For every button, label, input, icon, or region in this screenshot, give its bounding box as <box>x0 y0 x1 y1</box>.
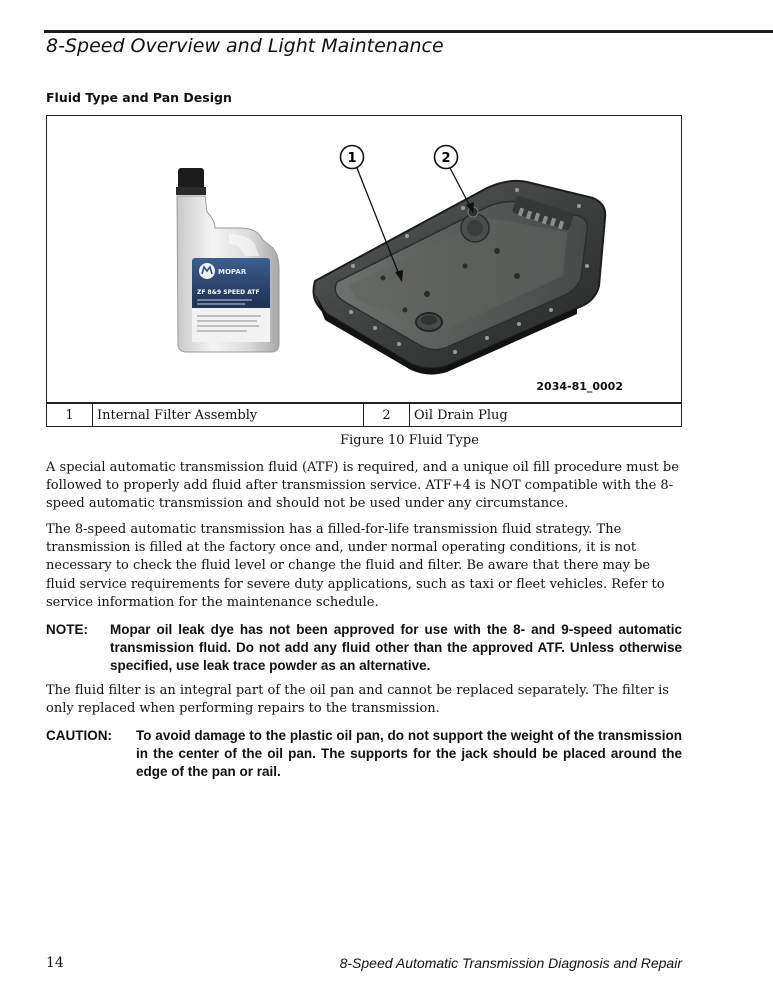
callout-number: 2 <box>364 404 410 427</box>
callout-description: Oil Drain Plug <box>410 404 682 427</box>
paragraph-atf-requirement: A special automatic transmission fluid (ATF) is required, and a unique oil fill procedure must be followed to properly add fluid after transmission service. ATF+4 is NOT compatible with the 8-speed automatic transmission and should not be used under any circumstance. <box>46 460 679 512</box>
figure-box <box>46 115 682 403</box>
callout-1-label: 1 <box>347 151 357 166</box>
note-label: NOTE: <box>46 622 88 637</box>
oil-pan-image <box>314 181 606 375</box>
paragraph-filter: The fluid filter is an integral part of the oil pan and cannot be replaced separately. The filter is only replaced when performing repairs to the transmission. <box>46 683 669 717</box>
table-row <box>47 404 682 427</box>
callout-2 <box>435 146 475 214</box>
page-title: 8-Speed Overview and Light Maintenance <box>46 35 444 57</box>
callout-2-label: 2 <box>441 151 451 166</box>
caution-text: To avoid damage to the plastic oil pan, do not support the weight of the transmission in the center of the oil pan. The supports for the jack should be placed around the edge of the pan or rail. <box>136 728 682 779</box>
callout-description: Internal Filter Assembly <box>93 404 364 427</box>
bottle-product-text: ZF 8&9 SPEED ATF <box>197 289 260 296</box>
section-heading: Fluid Type and Pan Design <box>46 90 232 105</box>
caution-label: CAUTION: <box>46 728 112 743</box>
header-rule <box>44 30 773 33</box>
figure-caption: Figure 10 Fluid Type <box>340 433 479 448</box>
callout-legend-table <box>46 403 682 427</box>
footer-document-title: 8-Speed Automatic Transmission Diagnosis and Repair <box>339 955 682 971</box>
paragraph-filled-for-life: The 8-speed automatic transmission has a filled-for-life transmission fluid strategy. The transmission is filled at the factory once and, under normal operating conditions, it is not necessary to check the fluid level or change the fluid and filter. Be aware that there may be fluid service requirements for severe duty applications, such as taxi or fleet vehicles. Refer to service information for the maintenance schedule. <box>46 522 665 610</box>
callout-number: 1 <box>47 404 93 427</box>
note-text: Mopar oil leak dye has not been approved for use with the 8- and 9-speed automatic transmission fluid. Do not add any fluid other than the approved ATF. Unless otherwise specified, use leak trace powder as an alternative. <box>110 622 682 673</box>
fluid-type-illustration <box>47 116 681 402</box>
atf-bottle-image <box>176 168 279 352</box>
page-number: 14 <box>46 955 64 971</box>
figure-image-code: 2034-81_0002 <box>536 380 623 393</box>
bottle-brand-text: MOPAR <box>218 268 247 276</box>
